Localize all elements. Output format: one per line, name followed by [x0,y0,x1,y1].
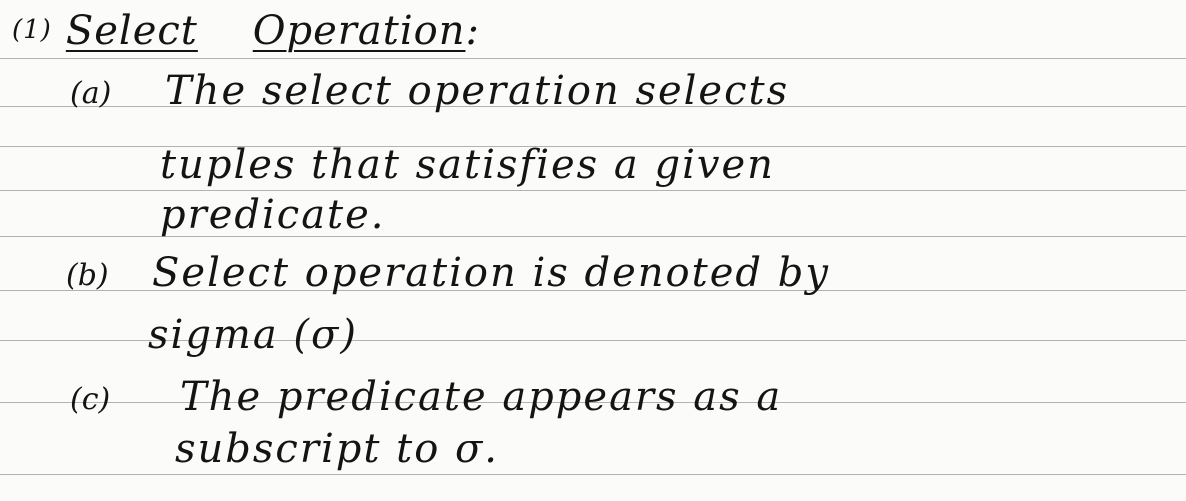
section-heading [12,8,480,54]
heading-word-operation: Operation [252,8,466,54]
ruled-line [0,474,1186,475]
heading-colon: : [465,8,480,54]
ruled-line [0,58,1186,59]
item-c-line-1: The predicate appears as a [180,374,783,420]
item-a-line-2: tuples that satisfies a given [160,142,775,188]
item-b-marker: (b) [66,258,109,293]
item-c-line-2: subscript to σ. [175,426,500,472]
heading-word-select: Select [65,8,198,54]
item-b-line-1: Select operation is denoted by [152,250,830,296]
item-a-line-1: The select operation selects [165,68,790,114]
item-b-line-2: sigma (σ) [148,312,358,358]
ruled-line [0,190,1186,191]
item-a-line-3: predicate. [160,192,386,238]
item-c-marker: (c) [70,382,111,417]
item-a-marker: (a) [70,76,112,111]
heading-number: (1) [12,15,52,45]
